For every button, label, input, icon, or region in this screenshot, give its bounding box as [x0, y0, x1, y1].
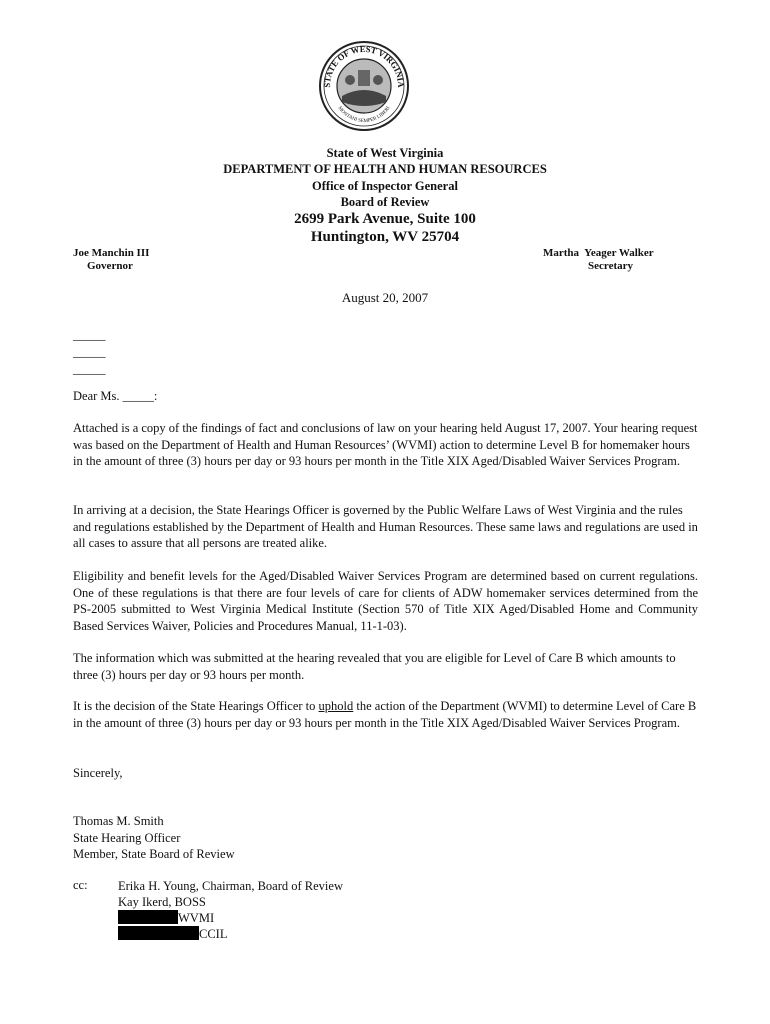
seal-motto: MONTANI SEMPER LIBERI [336, 105, 392, 125]
cc-label: cc: [73, 878, 88, 892]
governor-block [73, 247, 149, 273]
header-department: DEPARTMENT OF HEALTH AND HUMAN RESOURCES [223, 162, 547, 176]
header-office: Office of Inspector General [312, 179, 458, 193]
header-street: 2699 Park Avenue, Suite 100 [294, 211, 476, 227]
cc-wvmi: WVMI [178, 911, 215, 925]
address-line: _____ [73, 327, 106, 342]
paragraph-information: The information which was submitted at the hearing revealed that you are eligible for Level of Care B which amounts to three (3) hours per day or 93 hours per month. [73, 651, 676, 682]
header-city: Huntington, WV 25704 [310, 229, 460, 245]
decision-text-before: It is the decision of the State Hearings Officer to [73, 699, 319, 713]
state-seal [318, 40, 410, 132]
governor-name: Joe Manchin III [73, 247, 150, 259]
decision-text-after: the action of the Department (WVMI) to determine Level of Care B in the amount of three (3) hours per day or 93 hours per month in the Title XIX Aged/Disabled Waiver Services Program. [73, 699, 697, 730]
header-state: State of West Virginia [326, 146, 444, 160]
salutation: Dear Ms. _____: [73, 389, 158, 403]
secretary-name: Martha Yeager Walker [543, 247, 654, 259]
paragraph-hearing: Attached is a copy of the findings of fact and conclusions of law on your hearing held August 17, 2007. Your hearing request was based on the Department of Health and Human Resources’ (WVMI) action to determine Level B for homemaker hours in the amount of three (3) hours per day or 93 hours per month in the Title XIX Aged/Disabled Waiver Services Program. [73, 421, 698, 468]
cc-ccil: CCIL [199, 927, 228, 941]
paragraph-governance: In arriving at a decision, the State Hearings Officer is governed by the Public Welfare Laws of West Virginia and the rules and regulations established by the Department of Health and Human Resources. These same laws and regulations are used in all cases to assure that all persons are treated alike. [73, 503, 698, 550]
redaction-block [118, 926, 199, 940]
decision-uphold: uphold [318, 699, 354, 713]
address-line: _____ [73, 361, 106, 376]
signature-block [73, 813, 235, 863]
letter-date: August 20, 2007 [341, 290, 429, 305]
seal-outer-text: STATE OF WEST VIRGINIA [321, 43, 407, 88]
signature-title: State Hearing Officer [73, 830, 181, 845]
paragraph-decision [73, 698, 698, 731]
secretary-block [543, 247, 654, 273]
cc-recipient: Erika H. Young, Chairman, Board of Review [118, 879, 343, 893]
signature-name: Thomas M. Smith [73, 814, 164, 828]
redaction-block [118, 910, 178, 924]
address-line: _____ [73, 344, 106, 359]
cc-recipient [118, 910, 214, 926]
signature-member: Member, State Board of Review [73, 847, 235, 861]
secretary-title: Secretary [588, 260, 633, 272]
cc-recipient [118, 926, 227, 942]
cc-recipient: Kay Ikerd, BOSS [118, 895, 206, 909]
governor-title: Governor [87, 260, 133, 272]
header-board: Board of Review [340, 195, 430, 209]
paragraph-eligibility: Eligibility and benefit levels for the Aged/Disabled Waiver Services Program are determined based on current regulations. One of these regulations is that there are four levels of care for clients of ADW homemaker services determined from the PS-2005 submitted to West Virginia Medical Institute (Section 570 of Title XIX Aged/Disabled Home and Community Based Services Waiver, Policies and Procedures Manual, 11-1-03). [73, 569, 698, 633]
closing: Sincerely, [73, 766, 123, 780]
